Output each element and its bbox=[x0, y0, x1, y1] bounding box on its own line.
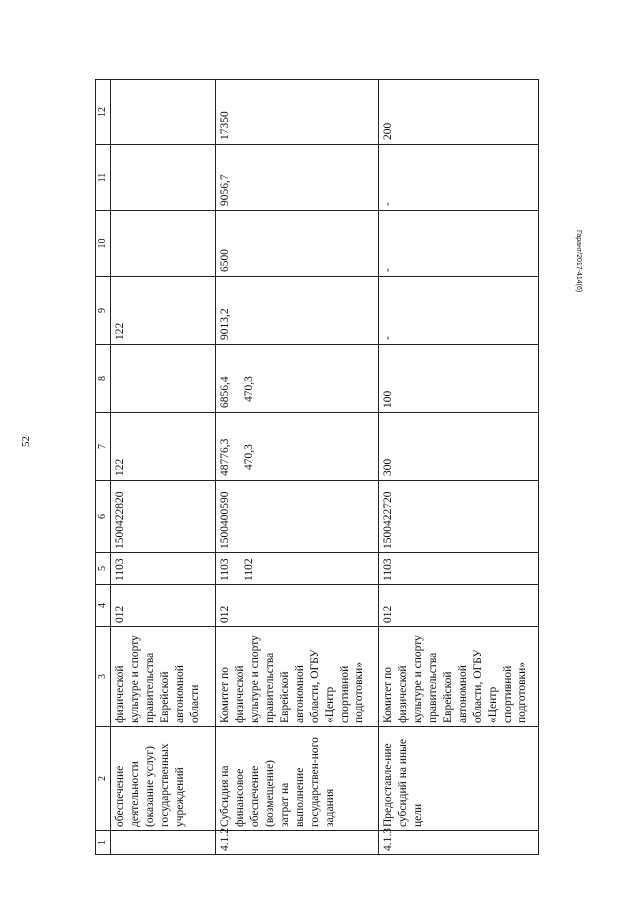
amount-2021: 200 bbox=[379, 80, 539, 145]
amount-2019: - bbox=[379, 211, 539, 277]
row-number bbox=[111, 831, 216, 855]
page-number: 52 bbox=[20, 436, 32, 447]
header-cell: 8 bbox=[96, 345, 111, 413]
grbs-code: 012 bbox=[216, 585, 379, 627]
activity-name: обеспечение деятельности (оказание услуг) государственных учреждений bbox=[111, 727, 216, 831]
header-cell: 7 bbox=[96, 413, 111, 481]
table-row bbox=[216, 80, 379, 855]
total-value: 48776,3 bbox=[219, 438, 231, 476]
amount-2019: 6500 bbox=[216, 211, 379, 277]
rzpr-code bbox=[111, 553, 216, 585]
header-cell: 11 bbox=[96, 145, 111, 211]
csr-code: 1500400590 bbox=[216, 481, 379, 553]
amount-2018: - bbox=[379, 277, 539, 345]
total-value: 470,3 bbox=[242, 444, 255, 470]
grbs-code: 012 bbox=[379, 585, 539, 627]
rzpr-value: 1103 bbox=[114, 558, 126, 581]
table-row bbox=[379, 80, 539, 855]
total-value: 300 bbox=[382, 458, 394, 476]
total-value: 122 bbox=[114, 458, 126, 476]
amount-2017 bbox=[379, 345, 539, 413]
header-cell: 3 bbox=[96, 627, 111, 727]
header-cell: 10 bbox=[96, 211, 111, 277]
header-cell: 9 bbox=[96, 277, 111, 345]
csr-code: 1500422720 bbox=[379, 481, 539, 553]
rzpr-code bbox=[379, 553, 539, 585]
total-amount bbox=[216, 413, 379, 481]
row-number: 4.1.3 bbox=[379, 831, 539, 855]
header-cell: 12 bbox=[96, 80, 111, 145]
rzpr-value: 1103 bbox=[219, 558, 231, 581]
amount-2020: 9056,7 bbox=[216, 145, 379, 211]
executor: Комитет по физической культуре и спорту правительства Еврейской автономной области, ОГБУ «Центр спортивной подготовки» bbox=[379, 627, 539, 727]
grbs-code: 012 bbox=[111, 585, 216, 627]
amount-2017 bbox=[216, 345, 379, 413]
header-cell: 4 bbox=[96, 585, 111, 627]
header-cell: 6 bbox=[96, 481, 111, 553]
header-row bbox=[96, 80, 111, 855]
rzpr-value: 1102 bbox=[242, 558, 255, 581]
amount-2017 bbox=[111, 345, 216, 413]
program-activities-table bbox=[95, 79, 539, 855]
activity-name: Предоставле-ние субсидий на иные цели bbox=[379, 727, 539, 831]
amount-2021 bbox=[111, 80, 216, 145]
amount-value: 470,3 bbox=[242, 376, 255, 402]
amount-value: 6856,4 bbox=[219, 376, 231, 408]
table-row bbox=[111, 80, 216, 855]
total-amount bbox=[111, 413, 216, 481]
executor: физической культуре и спорту правительства Еврейской автономной области bbox=[111, 627, 216, 727]
amount-2018: 122 bbox=[111, 277, 216, 345]
header-cell: 1 bbox=[96, 831, 111, 855]
row-number: 4.1.2 bbox=[216, 831, 379, 855]
activity-name: Субсидия на финансовое обеспечение (возмещение) затрат на выполнение государствен-ного задания bbox=[216, 727, 379, 831]
amount-2018: 9013,2 bbox=[216, 277, 379, 345]
document-code: Гарант/2017-414(6) bbox=[575, 230, 582, 293]
header-cell: 5 bbox=[96, 553, 111, 585]
executor: Комитет по физической культуре и спорту правительства Еврейской автономной области, ОГБУ «Центр спортивной подготовки» bbox=[216, 627, 379, 727]
amount-2021: 17350 bbox=[216, 80, 379, 145]
rzpr-code bbox=[216, 553, 379, 585]
amount-2020: - bbox=[379, 145, 539, 211]
rotated-table-wrapper bbox=[95, 80, 530, 855]
header-cell: 2 bbox=[96, 727, 111, 831]
csr-code: 1500422820 bbox=[111, 481, 216, 553]
amount-value: 100 bbox=[382, 390, 394, 408]
total-amount bbox=[379, 413, 539, 481]
rzpr-value: 1103 bbox=[382, 558, 394, 581]
amount-2020 bbox=[111, 145, 216, 211]
amount-2019 bbox=[111, 211, 216, 277]
